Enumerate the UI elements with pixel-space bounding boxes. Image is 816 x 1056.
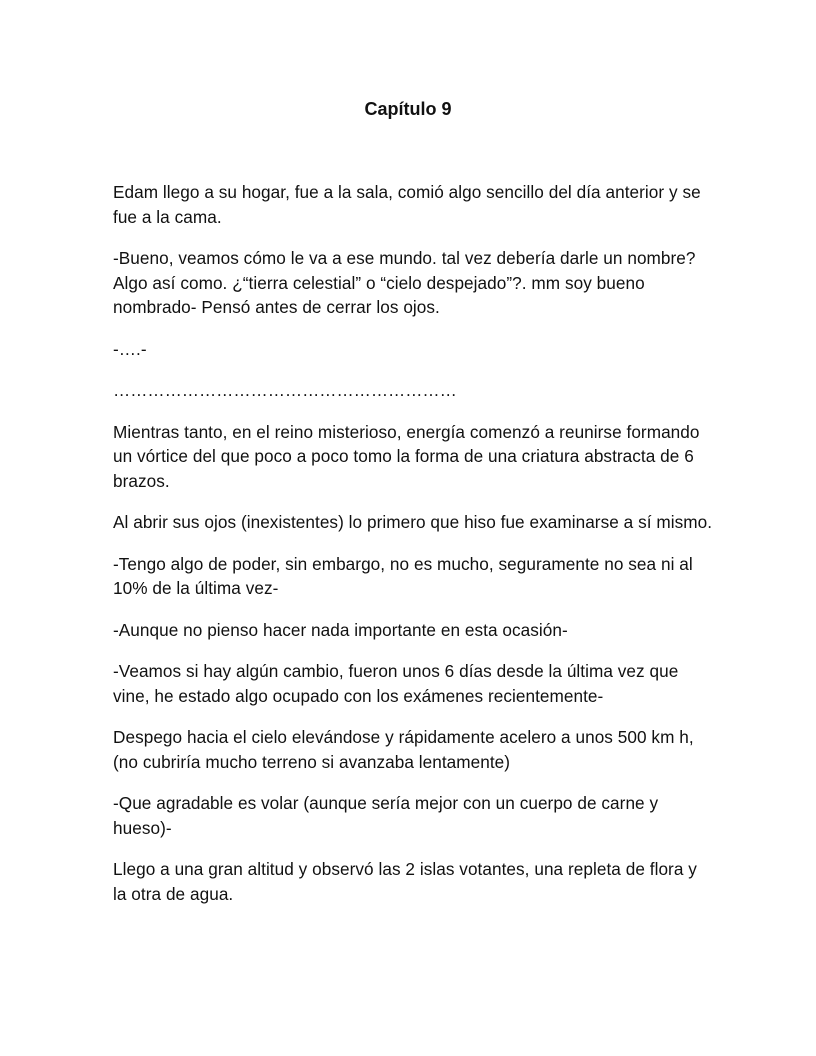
paragraph-12: Llego a una gran altitud y observó las 2 islas votantes, una repleta de flora y la otra de agua. [113,859,697,904]
paragraph-3: -….- [113,338,147,359]
paragraph-11: -Que agradable es volar (aunque sería mejor con un cuerpo de carne y hueso)- [113,793,659,838]
paragraph-10: Despego hacia el cielo elevándose y rápidamente acelero a unos 500 km h, (no cubriría mucho terreno si avanzaba lentamente) [113,727,694,772]
paragraph-9: -Veamos si hay algún cambio, fueron unos 6 días desde la última vez que vine, he estado algo ocupado con los exámenes recientemente- [113,661,679,706]
paragraph-6: Al abrir sus ojos (inexistentes) lo primero que hiso fue examinarse a sí mismo. [113,512,713,532]
paragraph-8: -Aunque no pienso hacer nada importante en esta ocasión- [113,619,568,640]
scene-break: …………………………………………………… [113,380,457,400]
paragraph-2: -Bueno, veamos cómo le va a ese mundo. tal vez debería darle un nombre? Algo así como. ¿“tierra celestial” o “cielo despejado”?. mm soy bueno nombrado- Pensó antes de cerrar los ojos. [113,248,696,317]
chapter-body [113,180,713,923]
paragraph-1: Edam llego a su hogar, fue a la sala, comió algo sencillo del día anterior y se fue a la cama. [113,182,701,227]
paragraph-5: Mientras tanto, en el reino misterioso, energía comenzó a reunirse formando un vórtice del que poco a poco tomo la forma de una criatura abstracta de 6 brazos. [113,421,700,491]
chapter-title: Capítulo 9 [364,99,452,119]
paragraph-7: -Tengo algo de poder, sin embargo, no es mucho, seguramente no sea ni al 10% de la última vez- [113,553,693,598]
